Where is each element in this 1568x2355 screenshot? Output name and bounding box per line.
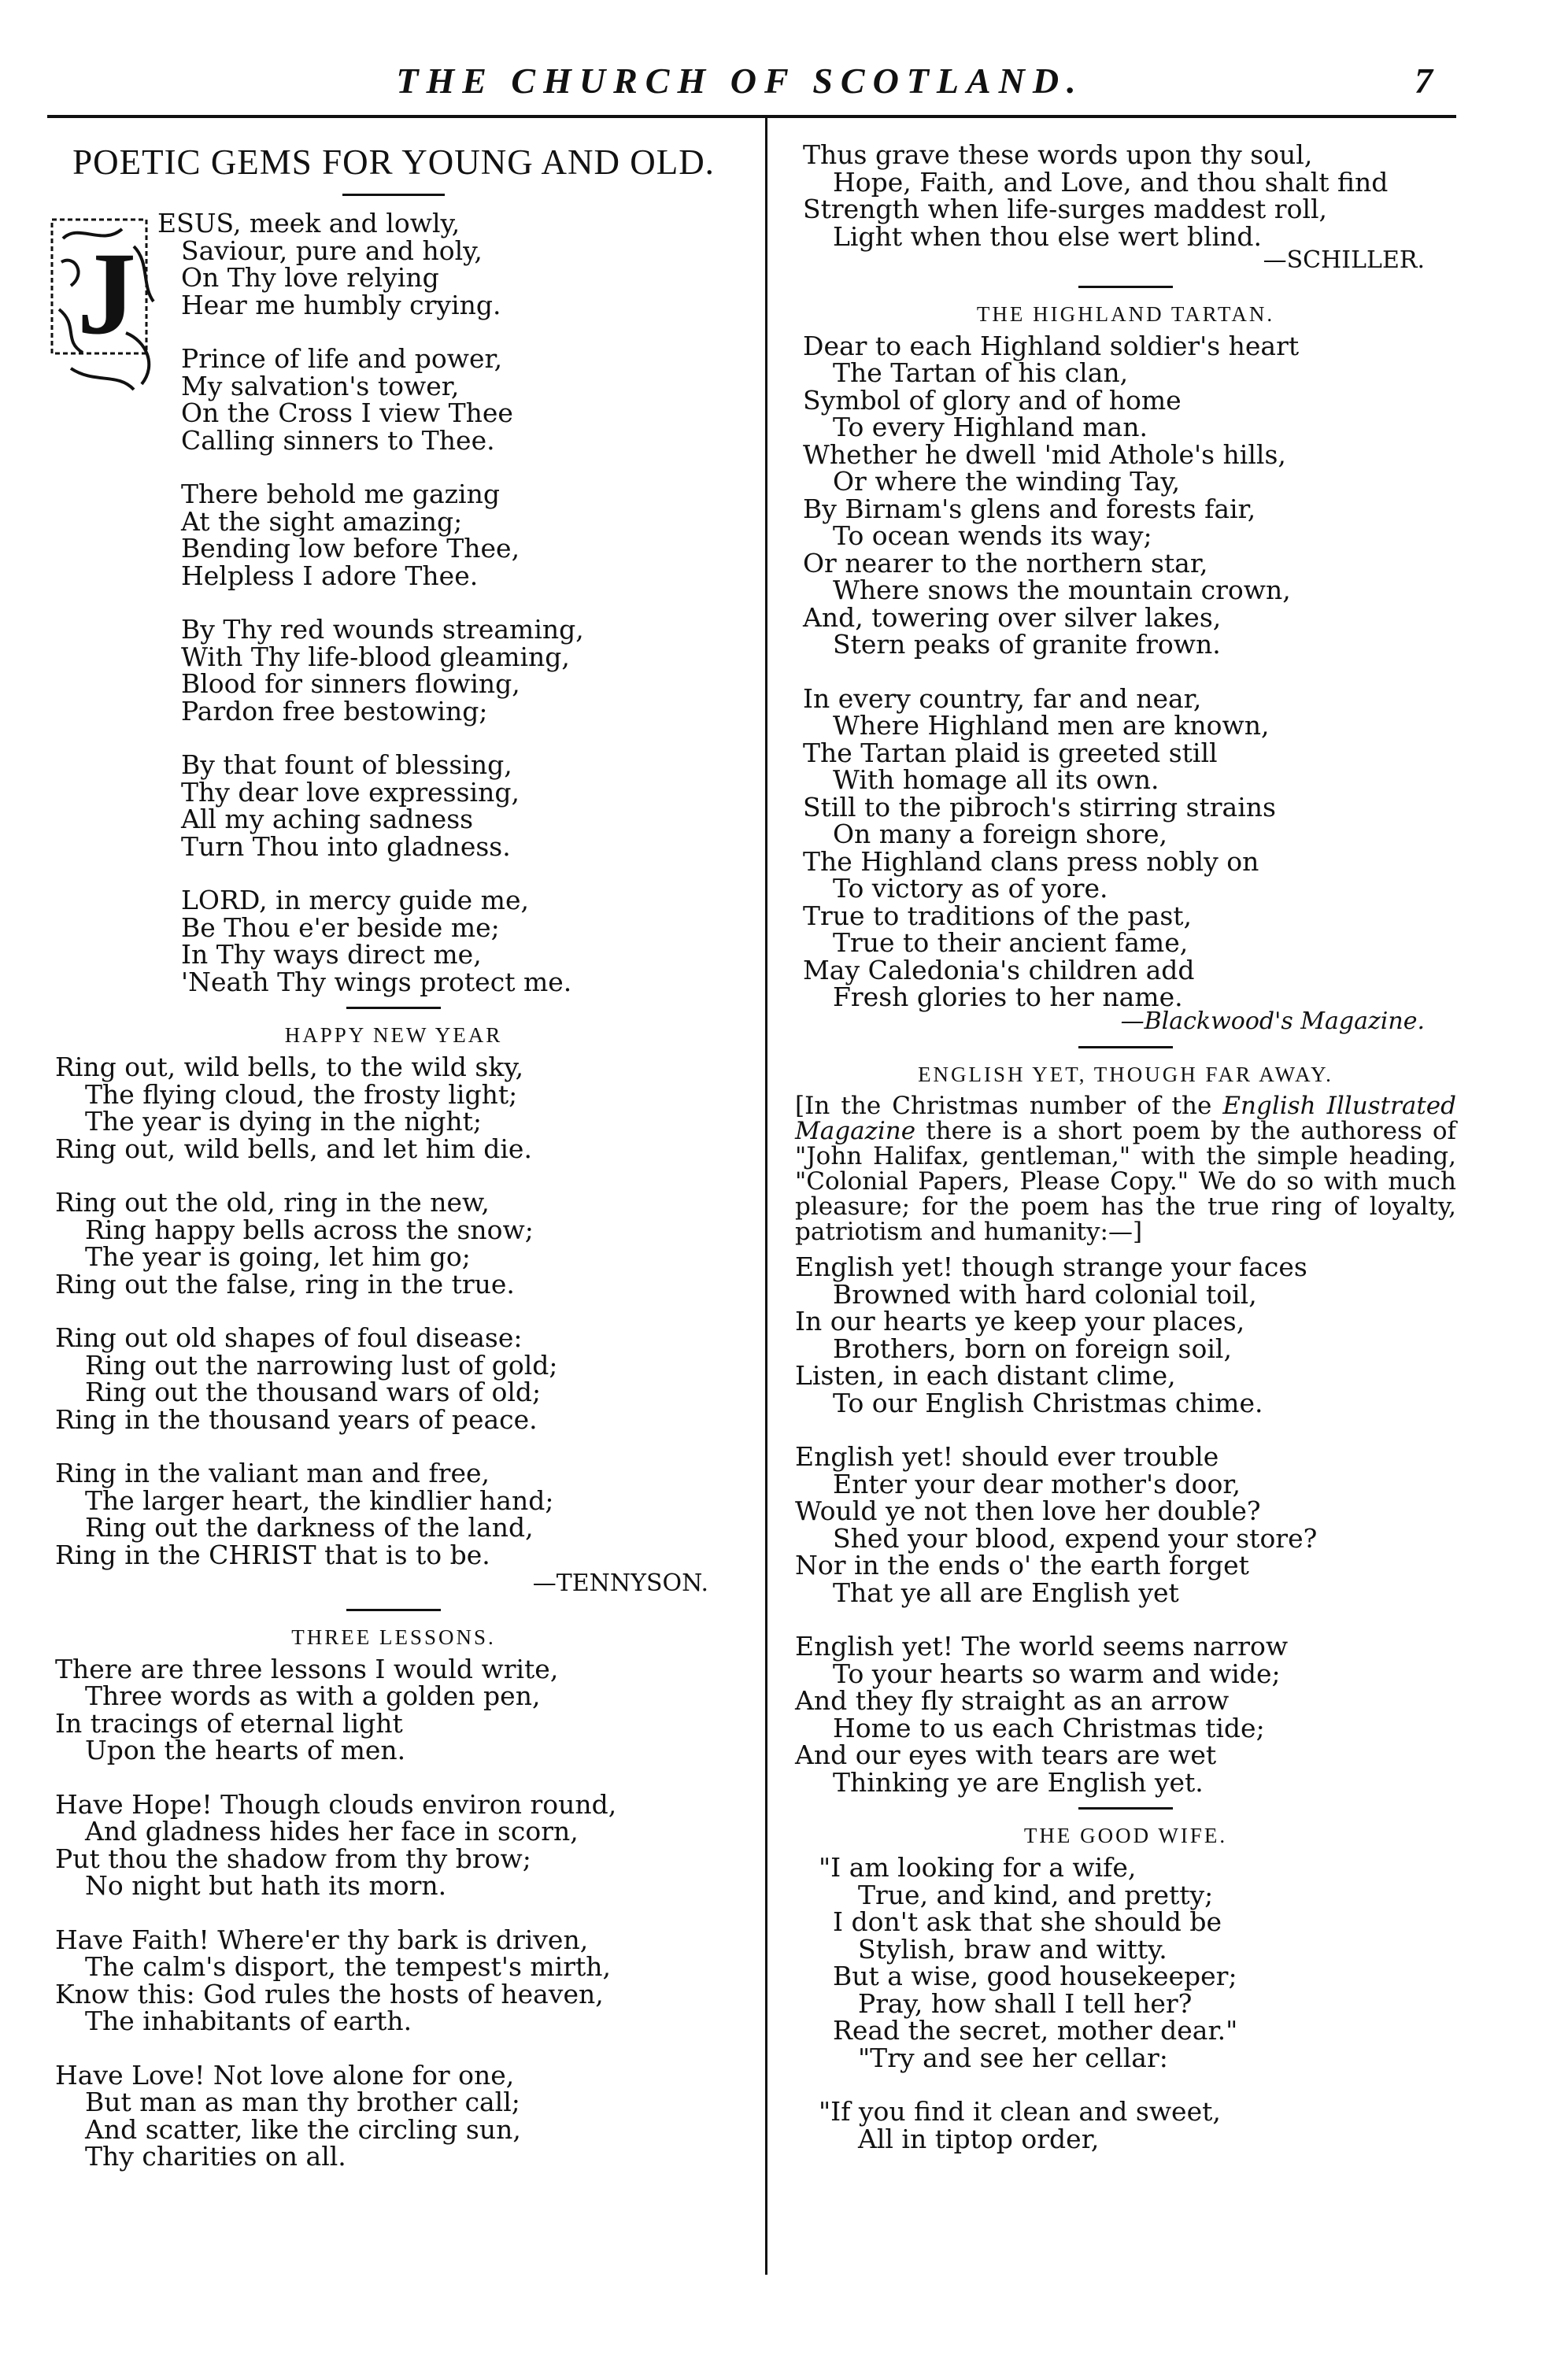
ornamental-dropcap bbox=[47, 215, 165, 396]
poem-line: ESUS, meek and lowly, bbox=[157, 208, 460, 238]
poem-line: Would ye not then love her double? bbox=[795, 1495, 1261, 1526]
poem-line: To your hearts so warm and wide; bbox=[833, 1658, 1281, 1689]
poem-line: By Birnam's glens and forests fair, bbox=[803, 493, 1256, 524]
poem-line: To victory as of yore. bbox=[833, 873, 1108, 904]
poem-line: On Thy love relying bbox=[181, 262, 439, 293]
poem-line: The Tartan of his clan, bbox=[833, 357, 1129, 388]
attribution: —SCHILLER. bbox=[1263, 246, 1425, 274]
stanza bbox=[47, 481, 740, 590]
stanza bbox=[47, 1460, 740, 1569]
poem-line: To every Highland man. bbox=[833, 412, 1148, 442]
poem-line: "If you find it clean and sweet, bbox=[819, 2096, 1221, 2127]
poem-line: Have Faith! Where'er thy bark is driven, bbox=[55, 1924, 589, 1955]
title-rule bbox=[342, 194, 445, 196]
poem-line: English yet! The world seems narrow bbox=[795, 1631, 1289, 1662]
poem-line: Bending low before Thee, bbox=[181, 533, 520, 564]
stanza bbox=[47, 2059, 740, 2172]
stanza bbox=[47, 616, 740, 725]
poem-line: Upon the hearts of men. bbox=[85, 1735, 406, 1765]
poem-line: Know this: God rules the hosts of heaven, bbox=[55, 1978, 604, 2009]
poem-line: Nor in the ends o' the earth forget bbox=[795, 1550, 1249, 1580]
poem-line: There behold me gazing bbox=[181, 479, 500, 509]
poem-line: Enter your dear mother's door, bbox=[833, 1468, 1241, 1499]
poem-line: In every country, far and near, bbox=[803, 682, 1202, 714]
poem-line: The Highland clans press nobly on bbox=[803, 845, 1259, 877]
poem-line: Ring happy bells across the snow; bbox=[85, 1214, 534, 1245]
stanza bbox=[47, 887, 740, 996]
poem-line: True to their ancient fame, bbox=[833, 927, 1189, 958]
stanza bbox=[47, 210, 740, 454]
poem-jesus-meek-and-lowly bbox=[47, 210, 740, 996]
poem-line: But man as man thy brother call; bbox=[85, 2087, 520, 2117]
poem-three-lessons-continued bbox=[795, 139, 1456, 275]
section-rule bbox=[1078, 1046, 1173, 1048]
poem-line: Stylish, braw and witty. bbox=[858, 1933, 1167, 1965]
poem-line: With homage all its own. bbox=[833, 764, 1159, 795]
poem-line: Or nearer to the northern star, bbox=[803, 547, 1208, 579]
main-title: POETIC GEMS FOR YOUNG AND OLD. bbox=[72, 142, 715, 182]
poem-line: At the sight amazing; bbox=[181, 505, 463, 537]
poem-line: On many a foreign shore, bbox=[833, 819, 1167, 849]
poem-title: ENGLISH YET, THOUGH FAR AWAY. bbox=[918, 1063, 1333, 1086]
right-column bbox=[795, 139, 1456, 2179]
magazine-title: English Illustrated Magazine bbox=[795, 1092, 1456, 1145]
poem-line: By Thy red wounds streaming, bbox=[181, 614, 584, 645]
poem-line: By that fount of blessing, bbox=[181, 749, 512, 780]
poem-line: True, and kind, and pretty; bbox=[858, 1879, 1214, 1910]
poem-line: Where Highland men are known, bbox=[833, 710, 1270, 741]
poem-line: Ring out the darkness of the land, bbox=[85, 1512, 534, 1543]
poem-line: To our English Christmas chime. bbox=[833, 1387, 1263, 1418]
stanza bbox=[47, 1924, 740, 2036]
poem-three-lessons bbox=[47, 1653, 740, 2172]
editorial-note bbox=[795, 1093, 1456, 1244]
poem-line: And our eyes with tears are wet bbox=[795, 1739, 1217, 1770]
note-text: there is a short poem by the authoress of "John Halifax, gentleman," with the simple heading, "Colonial Papers, Please Copy." We do so with much pleasure; for the poem has the true ring of loyalty, patriotism and humanity:—] bbox=[795, 1117, 1456, 1246]
poem-line: Stern peaks of granite frown. bbox=[833, 629, 1221, 660]
poem-line: The year is going, let him go; bbox=[85, 1241, 471, 1272]
poem-line: Whether he dwell 'mid Athole's hills, bbox=[803, 438, 1286, 470]
poem-highland-tartan bbox=[795, 330, 1456, 1036]
poem-line: All my aching sadness bbox=[181, 804, 474, 834]
left-column bbox=[47, 142, 740, 2198]
poem-line: Hope, Faith, and Love, and thou shalt find bbox=[833, 166, 1389, 198]
stanza bbox=[795, 682, 1456, 1012]
stanza bbox=[795, 330, 1456, 660]
poem-line: True to traditions of the past, bbox=[803, 900, 1193, 931]
poem-line: In Thy ways direct me, bbox=[181, 939, 482, 970]
poem-line: Read the secret, mother dear." bbox=[833, 2015, 1238, 2046]
poem-line: Pray, how shall I tell her? bbox=[858, 1987, 1193, 2019]
poem-line: With Thy life-blood gleaming, bbox=[181, 641, 570, 672]
running-title: THE CHURCH OF SCOTLAND. bbox=[396, 61, 1084, 101]
dropcap-letter: J bbox=[77, 228, 136, 359]
poem-line: In our hearts ye keep your places, bbox=[795, 1306, 1245, 1336]
poem-line: In tracings of eternal light bbox=[55, 1707, 403, 1739]
poem-line: Have Hope! Though clouds environ round, bbox=[55, 1788, 617, 1820]
stanza bbox=[47, 1653, 740, 1765]
poem-line: But a wise, good housekeeper; bbox=[833, 1961, 1237, 1991]
poem-line: Browned with hard colonial toil, bbox=[833, 1278, 1257, 1310]
poem-line: Ring out old shapes of foul disease: bbox=[55, 1322, 523, 1353]
poem-line: Ring out the false, ring in the true. bbox=[55, 1268, 515, 1300]
poem-line: Thus grave these words upon thy soul, bbox=[803, 139, 1313, 170]
poem-line: The inhabitants of earth. bbox=[85, 2006, 412, 2036]
poem-line: And they fly straight as an arrow bbox=[795, 1685, 1230, 1716]
poem-line: My salvation's tower, bbox=[181, 370, 460, 401]
poem-line: Symbol of glory and of home bbox=[803, 384, 1182, 416]
poem-line: And gladness hides her face in scorn, bbox=[85, 1816, 579, 1847]
poem-line: The calm's disport, the tempest's mirth, bbox=[85, 1951, 611, 1982]
note-text: [In the Christmas number of the bbox=[795, 1092, 1223, 1120]
poem-line: On the Cross I view Thee bbox=[181, 397, 513, 428]
poem-line: Turn Thou into gladness. bbox=[181, 830, 511, 862]
poem-line: Shed your blood, expend your store? bbox=[833, 1522, 1318, 1554]
poem-line: Still to the pibroch's stirring strains bbox=[803, 791, 1276, 823]
poem-line: Brothers, born on foreign soil, bbox=[833, 1333, 1232, 1364]
page-header bbox=[47, 47, 1433, 118]
poem-line: Saviour, pure and holy, bbox=[181, 235, 483, 266]
poem-line: LORD, in mercy guide me, bbox=[181, 885, 529, 915]
poem-line: Prince of life and power, bbox=[181, 343, 503, 374]
header-rule bbox=[47, 115, 1456, 118]
poem-good-wife bbox=[795, 1854, 1456, 2153]
poem-title: THE GOOD WIFE. bbox=[1023, 1824, 1228, 1847]
stanza bbox=[47, 1054, 740, 1163]
poem-line: Ring in the CHRIST that is to be. bbox=[55, 1539, 490, 1570]
poem-line: Put thou the shadow from thy brow; bbox=[55, 1843, 531, 1874]
attribution: —Blackwood's Magazine. bbox=[1120, 1007, 1425, 1035]
poem-title: HAPPY NEW YEAR bbox=[284, 1023, 503, 1047]
poem-line: Ring out, wild bells, to the wild sky, bbox=[55, 1052, 524, 1082]
poem-line: The year is dying in the night; bbox=[85, 1106, 482, 1137]
poem-line: No night but hath its morn. bbox=[85, 1870, 447, 1901]
poem-line: Calling sinners to Thee. bbox=[181, 424, 495, 456]
section-rule bbox=[346, 1609, 441, 1611]
poem-line: Thinking ye are English yet. bbox=[833, 1766, 1204, 1798]
poem-line: Ring out the narrowing lust of gold; bbox=[85, 1349, 558, 1381]
poem-line: "Try and see her cellar: bbox=[858, 2042, 1168, 2073]
stanza bbox=[795, 1251, 1456, 1418]
poem-line: "I am looking for a wife, bbox=[819, 1852, 1137, 1883]
poem-line: The flying cloud, the frosty light; bbox=[85, 1078, 518, 1110]
poem-line: Hear me humbly crying. bbox=[181, 289, 501, 320]
poem-line: Dear to each Highland soldier's heart bbox=[803, 330, 1300, 361]
poem-line: Pardon free bestowing; bbox=[181, 695, 488, 726]
poem-line: Fresh glories to her name. bbox=[833, 982, 1183, 1012]
page-number: 7 bbox=[1415, 61, 1433, 101]
poem-line: Listen, in each distant clime, bbox=[795, 1360, 1176, 1391]
poem-line: 'Neath Thy wings protect me. bbox=[181, 966, 572, 997]
poem-line: Thy dear love expressing, bbox=[181, 776, 520, 808]
stanza bbox=[795, 2098, 1456, 2153]
poem-line: Blood for sinners flowing, bbox=[181, 668, 520, 699]
poem-line: And scatter, like the circling sun, bbox=[85, 2113, 521, 2145]
poem-line: Have Love! Not love alone for one, bbox=[55, 2059, 515, 2091]
section-rule bbox=[346, 1007, 441, 1009]
section-rule bbox=[1078, 1807, 1173, 1810]
poem-line: The Tartan plaid is greeted still bbox=[803, 737, 1218, 768]
poem-title: THREE LESSONS. bbox=[291, 1625, 496, 1649]
poem-english-yet bbox=[795, 1251, 1456, 1798]
poem-line: English yet! should ever trouble bbox=[795, 1441, 1219, 1472]
poem-line: Or where the winding Tay, bbox=[833, 466, 1181, 497]
poem-line: There are three lessons I would write, bbox=[55, 1653, 559, 1684]
poem-line: Ring in the thousand years of peace. bbox=[55, 1403, 538, 1435]
poem-line: And, towering over silver lakes, bbox=[803, 601, 1222, 633]
attribution: —TENNYSON. bbox=[532, 1569, 708, 1597]
stanza bbox=[47, 749, 740, 862]
stanza bbox=[47, 1189, 740, 1298]
poem-line: Be Thou e'er beside me; bbox=[181, 911, 500, 943]
poem-line: Light when thou else wert blind. bbox=[833, 220, 1262, 252]
stanza bbox=[795, 1854, 1456, 2072]
poem-line: The larger heart, the kindlier hand; bbox=[85, 1484, 554, 1516]
poem-line: Where snows the mountain crown, bbox=[833, 575, 1291, 605]
stanza bbox=[795, 139, 1456, 252]
poem-line: Ring in the valiant man and free, bbox=[55, 1458, 490, 1488]
poem-happy-new-year bbox=[47, 1054, 740, 1598]
poem-line: Home to us each Christmas tide; bbox=[833, 1712, 1265, 1743]
poem-line: English yet! though strange your faces bbox=[795, 1251, 1307, 1282]
poem-line: I don't ask that she should be bbox=[833, 1906, 1222, 1937]
poem-line: Ring out, wild bells, and let him die. bbox=[55, 1133, 532, 1164]
stanza bbox=[795, 1633, 1456, 1796]
poem-line: Helpless I adore Thee. bbox=[181, 560, 479, 591]
poem-line: Three words as with a golden pen, bbox=[85, 1680, 541, 1711]
stanza bbox=[795, 1441, 1456, 1608]
poem-line: Ring out the old, ring in the new, bbox=[55, 1187, 490, 1218]
poem-line: That ye all are English yet bbox=[833, 1577, 1179, 1608]
column-divider bbox=[765, 118, 767, 2275]
section-rule bbox=[1078, 286, 1173, 288]
poem-line: To ocean wends its way; bbox=[833, 520, 1152, 551]
stanza bbox=[47, 1788, 740, 1901]
poem-title: THE HIGHLAND TARTAN. bbox=[976, 301, 1275, 326]
poem-line: All in tiptop order, bbox=[858, 2123, 1100, 2154]
poem-line: Strength when life-surges maddest roll, bbox=[803, 194, 1328, 224]
stanza bbox=[47, 1322, 740, 1435]
poem-line: Thy charities on all. bbox=[85, 2141, 346, 2172]
poem-line: Ring out the thousand wars of old; bbox=[85, 1377, 542, 1407]
poem-line: May Caledonia's children add bbox=[803, 954, 1195, 985]
